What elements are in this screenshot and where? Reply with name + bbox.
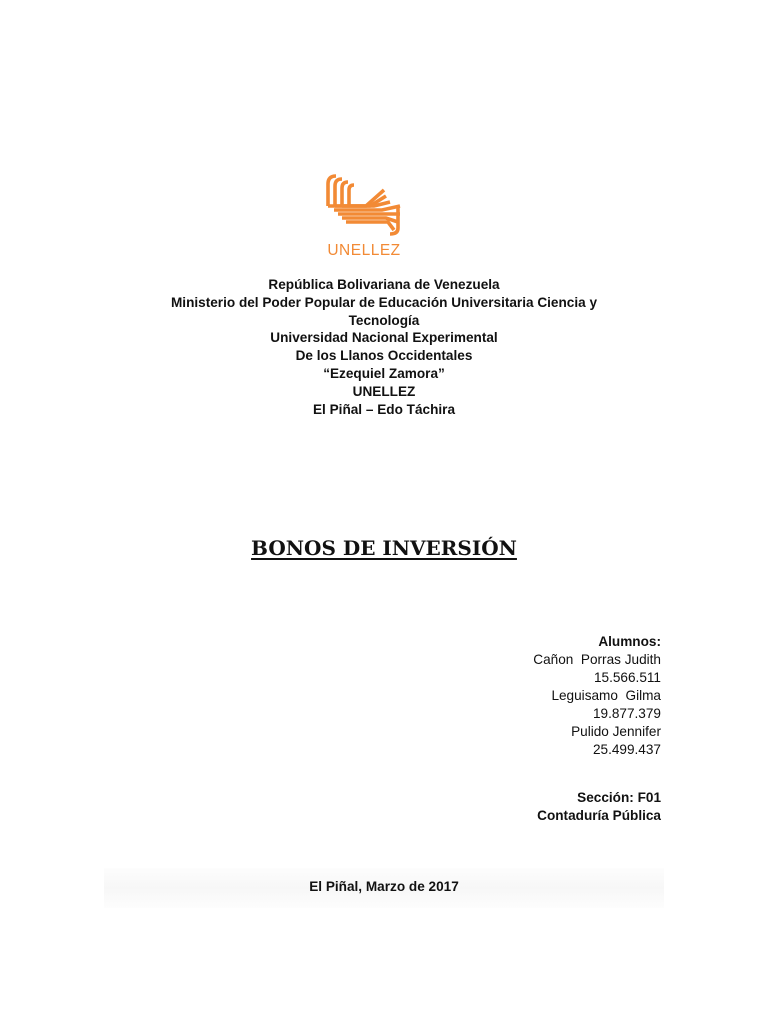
header-line-acronym: UNELLEZ: [352, 383, 416, 399]
student-name: Pulido Jennifer: [571, 724, 661, 739]
students-label: Alumnos:: [598, 634, 661, 649]
document-title: [0, 536, 768, 560]
header-line-university: Universidad Nacional Experimental: [270, 330, 498, 346]
student-name: Leguisamo Gilma: [551, 688, 661, 703]
section-label: Sección: F01: [577, 790, 661, 805]
section-info-block: [537, 789, 661, 825]
unellez-logo-icon: [324, 170, 404, 240]
header-line-location: El Piñal – Edo Táchira: [312, 401, 456, 417]
program-label: Contaduría Pública: [537, 808, 661, 823]
header-line-ministry: Ministerio del Poder Popular de Educación Universitaria Ciencia y Tecnología: [170, 294, 598, 328]
header-line-country: República Bolivariana de Venezuela: [268, 277, 500, 292]
university-logo: [324, 170, 404, 266]
student-id: 19.877.379: [592, 706, 661, 721]
student-id: 25.499.437: [592, 742, 661, 757]
student-id: 15.566.511: [593, 670, 661, 685]
header-line-name: “Ezequiel Zamora”: [323, 365, 445, 381]
header-line-region: De los Llanos Occidentales: [295, 348, 473, 364]
student-name: Cañon Porras Judith: [533, 652, 661, 667]
institution-header: [150, 276, 618, 418]
document-title-text: BONOS DE INVERSIÓN: [251, 536, 517, 560]
students-block: [533, 633, 661, 759]
place-date: El Piñal, Marzo de 2017: [309, 879, 459, 894]
logo-text: UNELLEZ: [327, 242, 401, 259]
